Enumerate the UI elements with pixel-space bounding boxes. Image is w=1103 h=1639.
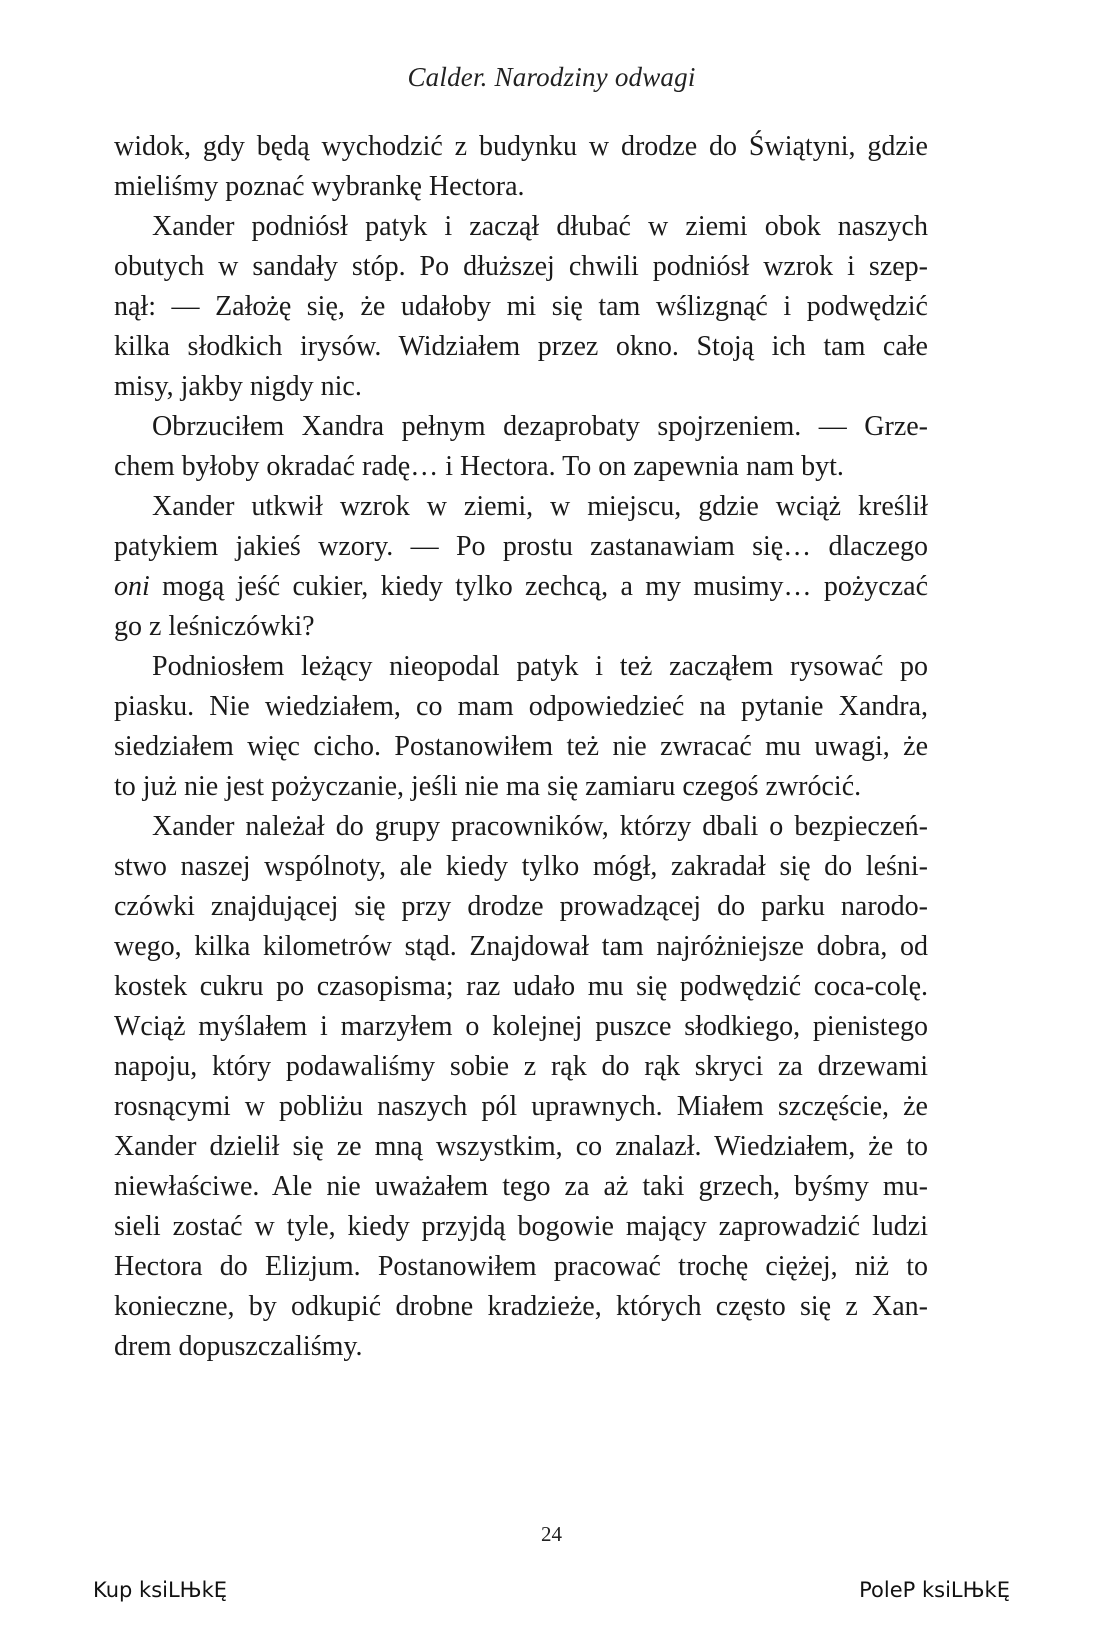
running-title: Calder. Narodziny odwagi [407,62,696,92]
text-line: Hectora do Elizjum. Postanowiłem pracować trochę ciężej, niż to [114,1251,928,1282]
text-line: chem byłoby okradać radę… i Hectora. To on zapewnia nam byt. [114,451,844,482]
body-text [114,127,928,1367]
text-line: konieczne, by odkupić drobne kradzieże, których często się z Xan- [114,1291,928,1322]
text-line: wego, kilka kilometrów stąd. Znajdował tam najróżniejsze dobra, od [114,931,928,962]
text-line: obutych w sandały stóp. Po dłuższej chwili podniósł wzrok i szep- [114,251,928,282]
text-line: patykiem jakieś wzory. — Po prostu zastanawiam się… dlaczego [114,531,928,562]
page-number: 24 [541,1522,562,1546]
text-line: Xander podniósł patyk i zaczął dłubać w ziemi obok naszych [152,211,928,242]
buy-book-link[interactable]: Kup ksiLЊkĘ [93,1578,228,1602]
text-line: widok, gdy będą wychodzić z budynku w drodze do Świątyni, gdzie [114,131,928,162]
text-line [114,567,928,607]
text-line: drem dopuszczaliśmy. [114,1331,363,1362]
text-line: niewłaściwe. Ale nie uważałem tego za aż taki grzech, byśmy mu- [114,1171,928,1202]
text-line: Xander należał do grupy pracowników, którzy dbali o bezpieczeń- [152,811,928,842]
text-line: nął: — Założę się, że udałoby mi się tam wślizgnąć i podwędzić [114,291,928,322]
text-line: stwo naszej wspólnoty, ale kiedy tylko mógł, zakradał się do leśni- [114,851,928,882]
text-line: siedziałem więc cicho. Postanowiłem też nie zwracać mu uwagi, że [114,731,928,762]
text-line: czówki znajdującej się przy drodze prowadzącej do parku narodo- [114,891,928,922]
text-line: Xander dzielił się ze mną wszystkim, co znalazł. Wiedziałem, że to [114,1131,928,1162]
text-line: go z leśniczówki? [114,611,315,642]
text-line: Podniosłem leżący nieopodal patyk i też zacząłem rysować po [152,651,928,682]
text-line: napoju, który podawaliśmy sobie z rąk do rąk skryci za drzewami [114,1051,928,1082]
text-line: to już nie jest pożyczanie, jeśli nie ma się zamiaru czegoś zwrócić. [114,771,862,802]
text-line: rosnącymi w pobliżu naszych pól uprawnych. Miałem szczęście, że [114,1091,928,1122]
text-line: piasku. Nie wiedziałem, co mam odpowiedzieć na pytanie Xandra, [114,691,928,722]
text-line: kostek cukru po czasopisma; raz udało mu się podwędzić coca-colę. [114,971,928,1002]
text-line: mieliśmy poznać wybrankę Hectora. [114,171,525,202]
text-line: sieli zostać w tyle, kiedy przyjdą bogowie mający zaprowadzić ludzi [114,1211,928,1242]
text-line: Obrzuciłem Xandra pełnym dezaprobaty spojrzeniem. — Grze- [152,411,928,442]
italic-word: oni [114,571,150,602]
recommend-book-link[interactable]: PoleР ksiLЊkĘ [859,1578,1010,1602]
text-line: Wciąż myślałem i marzyłem o kolejnej puszce słodkiego, pienistego [114,1011,928,1042]
text-line: Xander utkwił wzrok w ziemi, w miejscu, gdzie wciąż kreślił [152,491,928,522]
text-line-rest: mogą jeść cukier, kiedy tylko zechcą, a my musimy… pożyczać [149,571,928,602]
text-line: kilka słodkich irysów. Widziałem przez okno. Stoją ich tam całe [114,331,928,362]
text-line: misy, jakby nigdy nic. [114,371,362,402]
